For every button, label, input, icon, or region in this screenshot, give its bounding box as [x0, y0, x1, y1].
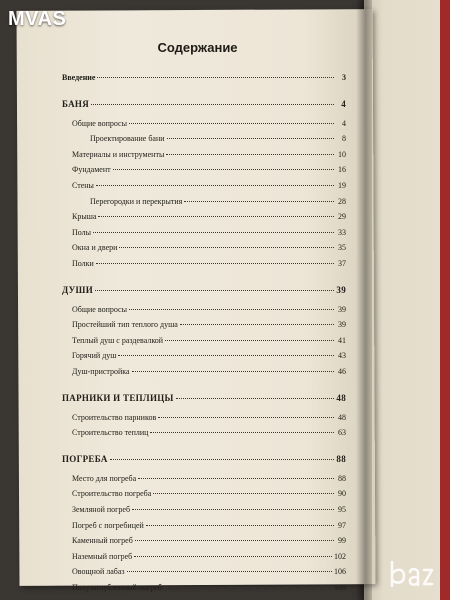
toc-entry — [72, 412, 346, 426]
toc-entry-label: Душ-пристройка — [72, 367, 130, 376]
leader-dots — [153, 493, 334, 494]
toc-entry-label: Простейший тип теплого душа — [72, 320, 178, 330]
bazar-watermark-icon — [384, 554, 444, 594]
leader-dots — [150, 432, 334, 433]
toc-page-number: 108 — [334, 583, 346, 592]
toc-entry — [72, 180, 346, 194]
leader-dots — [113, 169, 334, 170]
leader-dots — [176, 398, 334, 399]
toc-entry-label: Перегородки и перекрытия — [90, 196, 183, 206]
toc-entry-label: Материалы и инструменты — [72, 149, 165, 159]
toc-page-number: 29 — [338, 212, 346, 222]
leader-dots — [95, 290, 334, 291]
leader-dots — [96, 185, 334, 186]
toc-entry — [72, 582, 346, 596]
toc-page-number: 41 — [338, 335, 346, 345]
toc-entry — [62, 72, 346, 86]
leader-dots — [93, 232, 334, 233]
toc-page-number: 8 — [342, 134, 346, 144]
toc-entry-label: Строительство погреба — [72, 489, 152, 499]
leader-dots — [119, 247, 334, 248]
toc-page-number: 19 — [338, 181, 346, 190]
leader-dots — [167, 138, 334, 139]
toc-page-number: 102 — [334, 551, 346, 561]
toc-entry — [72, 319, 346, 333]
leader-dots — [96, 263, 334, 264]
leader-dots — [134, 556, 332, 557]
leader-dots — [138, 478, 334, 479]
toc-section — [62, 453, 346, 467]
leader-dots — [118, 355, 334, 356]
toc-entry-label: Введение — [62, 73, 96, 82]
toc-entry-label: Полузаглубленный погреб — [72, 583, 162, 592]
leader-dots — [91, 104, 334, 105]
toc-entry-label: ПАРНИКИ И ТЕПЛИЦЫ — [62, 392, 174, 403]
leader-dots — [129, 123, 334, 124]
toc-entry-label: Полы — [72, 227, 92, 237]
toc-page-number: 33 — [338, 227, 346, 237]
toc-entry — [90, 133, 346, 147]
leader-dots — [98, 216, 334, 217]
toc-entry-label: ПОГРЕБА — [62, 453, 108, 464]
toc-entry-label: Строительство теплиц — [72, 428, 149, 438]
toc-page-number: 43 — [338, 351, 346, 361]
toc-entry-label: Место для погреба — [72, 473, 137, 483]
toc-entry-label: Строительство парников — [72, 412, 157, 422]
toc-page-number: 63 — [338, 428, 346, 438]
toc-entry — [72, 566, 346, 580]
toc-entry — [72, 504, 346, 518]
leader-dots — [129, 309, 334, 310]
toc-page-number: 95 — [338, 505, 346, 514]
toc-entry-label: Общие вопросы — [72, 118, 127, 128]
toc-page-number: 88 — [338, 473, 346, 483]
toc-entry-label: Овощной лабаз — [72, 567, 125, 577]
leader-dots — [110, 459, 334, 460]
toc-entry-label: Крыша — [72, 212, 97, 222]
toc-entry-label: Наземный погреб — [72, 551, 133, 561]
leader-dots — [180, 324, 334, 325]
toc-entry-label: Горячий душ — [72, 351, 117, 361]
toc-entry — [72, 473, 346, 487]
toc-page-number: 4 — [342, 118, 346, 128]
leader-dots — [97, 77, 334, 78]
leader-dots — [184, 201, 334, 202]
toc-entry — [72, 350, 346, 364]
toc-page-number: 35 — [338, 243, 346, 253]
toc-entry-label: Теплый душ с раздевалкой — [72, 335, 164, 345]
toc-page-number: 10 — [338, 149, 346, 159]
toc-entry-label: Погреб с погребицей — [72, 520, 144, 530]
toc-page-number: 3 — [342, 73, 346, 82]
toc-section — [62, 98, 346, 112]
toc-section — [62, 284, 346, 298]
toc-page-number: 39 — [338, 304, 346, 314]
toc-entry — [72, 118, 346, 132]
toc-entry — [90, 196, 346, 210]
leader-dots — [158, 417, 334, 418]
toc-page-number: 48 — [336, 392, 346, 403]
toc-page-number: 99 — [338, 536, 346, 546]
toc-entry-label: ДУШИ — [62, 284, 93, 295]
toc-page-number: 88 — [336, 453, 346, 464]
toc-page-number: 46 — [338, 367, 346, 376]
leader-dots — [127, 571, 332, 572]
toc-entry-label: Проектирование бани — [90, 134, 165, 144]
toc-page-number: 90 — [338, 489, 346, 499]
toc-entry — [72, 535, 346, 549]
toc-entry — [72, 304, 346, 318]
toc-entry-label: Земляной погреб — [72, 505, 131, 514]
leader-dots — [164, 587, 332, 588]
right-page — [364, 0, 450, 600]
toc-entry — [72, 211, 346, 225]
toc-page-number: 16 — [338, 165, 346, 175]
toc-entry — [72, 488, 346, 502]
toc-page-number: 37 — [338, 259, 346, 268]
watermark-logo: MVAS — [8, 8, 67, 30]
toc-entry-label: Каменный погреб — [72, 536, 133, 546]
toc-entry — [72, 366, 346, 380]
toc-entry — [72, 551, 346, 565]
leader-dots — [165, 340, 334, 341]
toc-entry — [72, 149, 346, 163]
toc-entry-label: Окна и двери — [72, 243, 118, 253]
toc-section — [62, 392, 346, 406]
toc-page-number: 39 — [336, 284, 346, 295]
toc-entry — [72, 227, 346, 241]
book-gutter — [356, 0, 372, 600]
toc-entry — [72, 335, 346, 349]
book-cover-edge — [440, 0, 450, 600]
toc-entry — [72, 258, 346, 272]
toc-page-number: 28 — [338, 196, 346, 206]
toc-entry — [72, 164, 346, 178]
toc-page-number: 106 — [334, 567, 346, 577]
toc-entry-label: Стены — [72, 181, 94, 190]
toc-page-number: 48 — [338, 412, 346, 422]
toc-entry-label: Полки — [72, 259, 94, 268]
leader-dots — [132, 509, 334, 510]
toc-entry — [72, 520, 346, 534]
toc-entry — [72, 242, 346, 256]
leader-dots — [166, 154, 334, 155]
leader-dots — [146, 525, 334, 526]
leader-dots — [132, 371, 334, 372]
toc-entry-label: Фундамент — [72, 165, 111, 175]
page-title: Содержание — [157, 40, 238, 55]
toc-page-number: 39 — [338, 320, 346, 330]
toc-page-number: 4 — [341, 98, 346, 109]
toc-entry — [72, 427, 346, 441]
toc-page-number: 97 — [338, 520, 346, 530]
leader-dots — [135, 540, 334, 541]
toc-entry-label: БАНЯ — [62, 98, 90, 109]
toc-entry-label: Общие вопросы — [72, 304, 127, 314]
